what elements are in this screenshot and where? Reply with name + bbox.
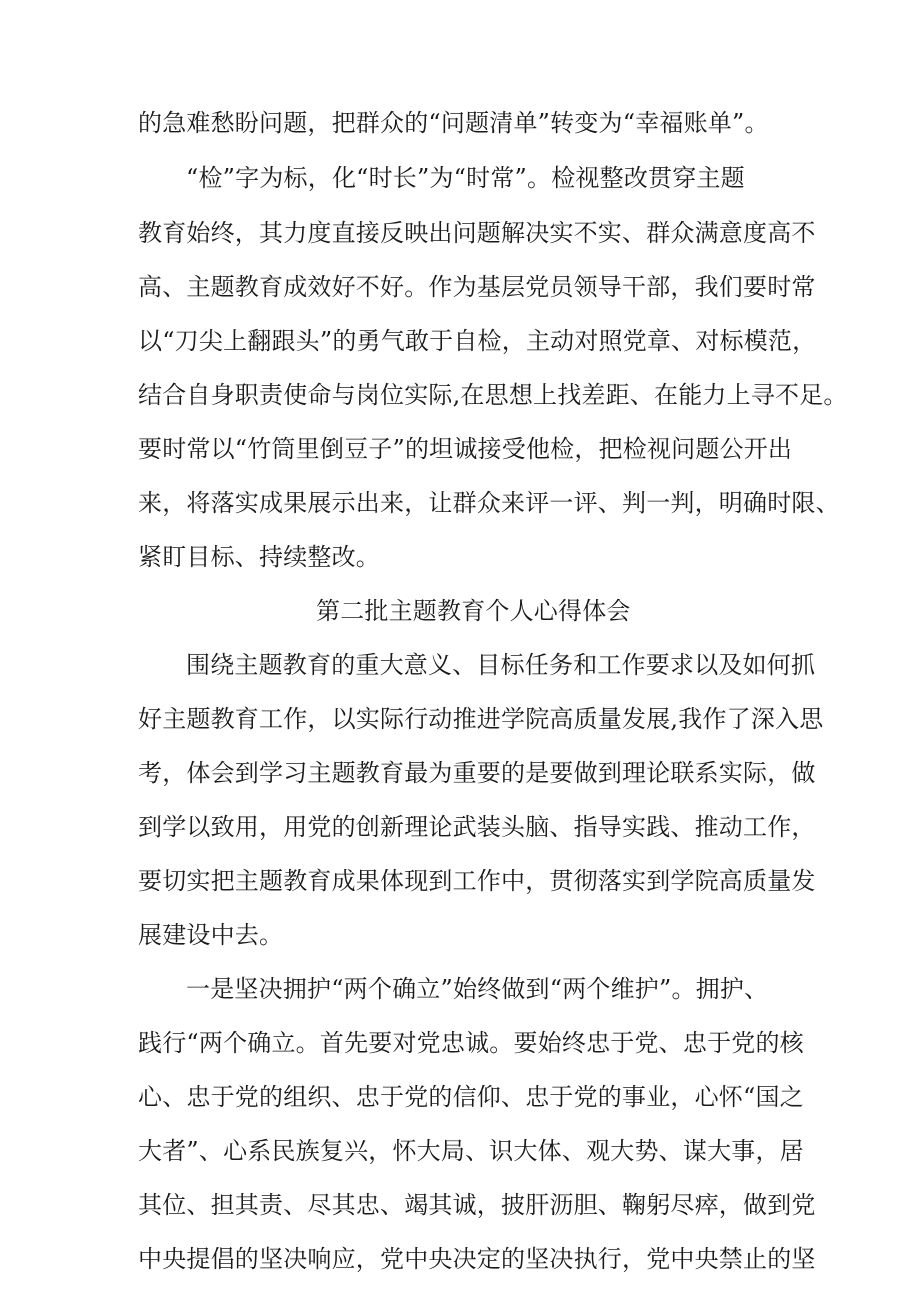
text-line: 考，体会到学习主题教育最为重要的是要做到理论联系实际，做 — [138, 759, 816, 787]
text-line: 中央提倡的坚决响应，党中央决定的坚决执行，党中央禁止的坚 — [138, 1245, 816, 1273]
text-line: 到学以致用，用党的创新理论武装头脑、指导实践、推动工作， — [138, 813, 816, 841]
text-line: 来，将落实成果展示出来，让群众来评一评、判一判，明确时限、 — [138, 489, 840, 517]
text-line: 紧盯目标、持续整改。 — [138, 543, 380, 571]
text-line: 的急难愁盼问题，把群众的“问题清单”转变为“幸福账单”。 — [138, 109, 769, 137]
text-line: 践行“两个确立。首先要对党忠诚。要始终忠于党、忠于党的核 — [138, 1029, 804, 1057]
text-line: 好主题教育工作，以实际行动推进学院高质量发展,我作了深入思 — [138, 705, 824, 733]
text-line: 结合自身职责使命与岗位实际,在思想上找差距、在能力上寻不足。 — [138, 381, 848, 409]
text-line: 大者”、心系民族复兴，怀大局、识大体、观大势、谋大事，居 — [138, 1137, 804, 1165]
paragraph-start-line: 一是坚决拥护“两个确立”始终做到“两个维护”。拥护、 — [186, 975, 769, 1003]
text-line: 要时常以“竹筒里倒豆子”的坦诚接受他检，把检视问题公开出 — [138, 435, 793, 463]
text-line: 其位、担其责、尽其忠、竭其诚，披肝沥胆、鞠躬尽瘁，做到党 — [138, 1191, 816, 1219]
text-line: 展建设中去。 — [138, 921, 284, 949]
text-line: 心、忠于党的组织、忠于党的信仰、忠于党的事业，心怀“国之 — [138, 1083, 804, 1111]
paragraph-start-line: 围绕主题教育的重大意义、目标任务和工作要求以及如何抓 — [186, 651, 816, 679]
text-line: 以“刀尖上翻跟头”的勇气敢于自检，主动对照党章、对标模范， — [138, 327, 817, 355]
text-line: 要切实把主题教育成果体现到工作中，贯彻落实到学院高质量发 — [138, 867, 816, 895]
paragraph-start-line: “检”字为标，化“时长”为“时常”。检视整改贯穿主题 — [186, 164, 745, 192]
text-line: 高、主题教育成效好不好。作为基层党员领导干部，我们要时常 — [138, 273, 816, 301]
section-heading: 第二批主题教育个人心得体会 — [316, 597, 631, 625]
text-line: 教育始终，其力度直接反映出问题解决实不实、群众满意度高不 — [138, 219, 816, 247]
